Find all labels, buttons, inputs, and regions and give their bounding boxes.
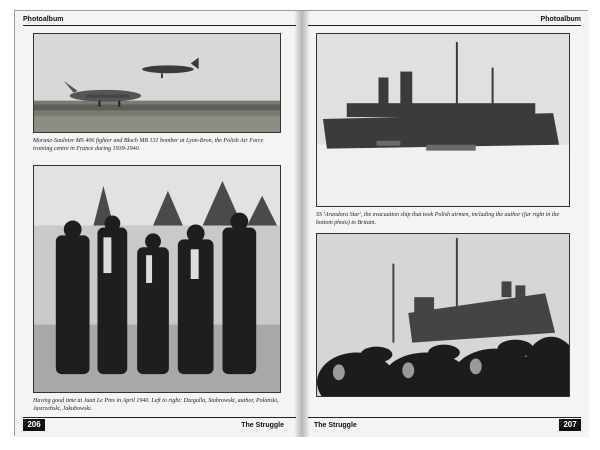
book-spread [14,10,588,436]
footer-rule [308,417,581,418]
group-caption: Having good time at Juan Le Pins in April 1940. Left to right: Dzegalla, Stabrowski, author, Polanski, Jastrzebski, Jakubowski. [33,398,279,412]
footer-title: The Struggle [314,422,357,429]
ship-caption: SS 'Arandora Star', the evacuation ship that took Polish airmen, including the author (far right in the bottom photo) to Britain. [316,212,560,226]
book-gutter [294,11,310,437]
footer-rule [23,417,296,418]
running-head: Photoalbum [540,16,581,23]
left-page [15,11,302,437]
right-page [302,11,589,437]
aircraft-caption: Morane-Saulnier MS 406 fighter and Bloch MB 131 bomber at Lyon-Bron, the Polish Air Force training centre in France during 1939-1940. [33,138,264,152]
evacuation-photo [316,233,570,397]
ship-photo [316,33,570,207]
header-rule [308,25,581,26]
header-rule [23,25,296,26]
page-number: 207 [559,419,581,431]
group-photo [33,165,281,393]
page-number: 206 [23,419,45,431]
aircraft-photo [33,33,281,133]
footer-title: The Struggle [241,422,284,429]
running-head: Photoalbum [23,16,64,23]
